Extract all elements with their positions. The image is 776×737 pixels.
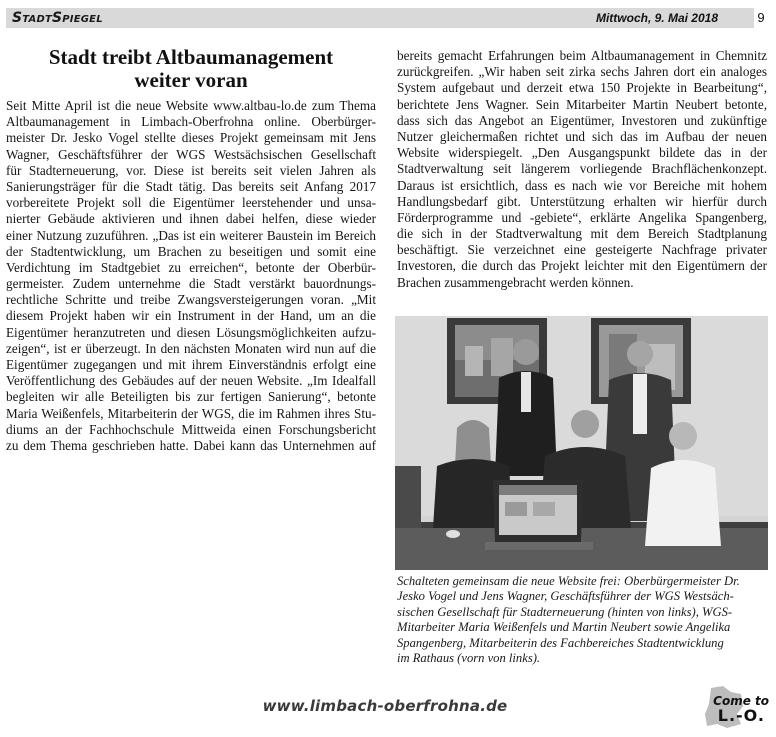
newspaper-brand: StadtSpiegel (12, 10, 103, 26)
come-to-lo-logo (697, 684, 769, 730)
text-line: berichtete Jens Wagner. Sein Mitarbeiter Martin Neubert betonte, (397, 96, 767, 112)
text-line: für Stadterneuerung, vor. Diese ist bereits seit vielen Jahren als (6, 162, 376, 178)
headline-line: weiter voran (134, 68, 248, 92)
text-line: rechtliche Schritte und treibe Zwangsversteigerungen voran. „Mit (6, 292, 376, 308)
issue-date: Mittwoch, 9. Mai 2018 (595, 11, 718, 25)
text-line: Förderprogramme und -gebiete“, erklärte Angelika Spangenberg, (397, 209, 767, 225)
text-line: Website widerspiegelt. „Den Ausgangspunkt bildete das in der (397, 145, 767, 161)
text-line: Wagner, Geschäftsführer der WGS Westsächsischen Gesellschaft (6, 146, 376, 162)
text-line: diums an der Fachhochschule Mittweida einen Forschungsbericht (6, 421, 376, 437)
text-line: Eigentümer heranzutreten und diesen Lösungsmöglichkeiten aufzu- (6, 324, 376, 340)
caption-line: Mitarbeiter Maria Weißenfels und Martin Neubert sowie Angelika (397, 620, 731, 635)
text-line: Seit Mitte April ist die neue Website www.altbau-lo.de zum Thema (6, 98, 376, 113)
footer-website-url: www.limbach-oberfrohna.de (262, 697, 508, 715)
article-headline (6, 46, 376, 92)
text-line: Nutzer gleichermaßen richtet und sich das im Aufbau der neuen (397, 128, 767, 144)
text-line: Verdichtung im Stadtgebiet zu erreichen“, betonte der Oberbür- (6, 259, 376, 275)
text-line: Stadtverwaltung seit längerem vorliegende Brachflächenkonzept. (397, 161, 767, 177)
text-line: Handlungsbedarf gibt. Unterstützung erhalten wir hierfür durch (397, 193, 767, 209)
headline-line: Stadt treibt Altbaumanagement (48, 45, 334, 69)
text-line: Maria Weißenfels, Mitarbeiterin der WGS, die im Rahmen ihres Stu- (6, 405, 376, 421)
text-line: Brachen zusammengebracht werden können. (397, 274, 634, 290)
page-number: 9 (757, 10, 765, 25)
article-column-left (6, 98, 376, 454)
text-line: Altbaumanagement in Limbach-Oberfrohna online. Oberbürger- (6, 114, 376, 130)
text-line: der Stadtentwicklung, um Brachen zu beseitigen und somit eine (6, 243, 376, 259)
logo-text-line2: L.-O. (717, 706, 765, 725)
text-line: bereits gemacht Erfahrungen beim Altbaumanagement in Chemnitz (397, 48, 767, 63)
group-photo (395, 316, 768, 570)
text-line: beschäftigt. Sie verzeichnet eine gesteigerte Nachfrage privater (397, 242, 767, 258)
text-line: nierter Gebäude aktivieren und ihnen dabei helfen, diese wieder (6, 211, 376, 227)
text-line: die sich in der Stadtverwaltung mit dem Bereich Stadtplanung (397, 226, 767, 242)
text-line: meister Dr. Jesko Vogel stellte dieses Projekt gemeinsam mit Jens (6, 130, 376, 146)
caption-line: Jesko Vogel und Jens Wagner, Geschäftsführer der WGS Westsäch- (397, 589, 734, 604)
text-line: vorbereitete Projekt soll die Eigentümer leerstehender und unsa- (6, 195, 376, 211)
logo-text-line1: Come to (713, 694, 769, 708)
article-column-right (397, 48, 767, 291)
photo-caption (397, 574, 767, 666)
caption-line: im Rathaus (vorn von links). (397, 650, 541, 665)
text-line: System aufgebaut und derzeit etwa 150 Projekte in Bearbeitung“, (397, 80, 767, 96)
text-line: einer Nutzung zuzuführen. „Das ist ein weiterer Baustein im Bereich (6, 227, 376, 243)
caption-line: Schalteten gemeinsam die neue Website frei: Oberbürgermeister Dr. (397, 574, 740, 588)
text-line: zeigen“, ist er überzeugt. In den nächsten Monaten wird nun auf die (6, 340, 376, 356)
text-line: Daraus ist ersichtlich, dass es nach wie vor Bereiche mit hohem (397, 177, 767, 193)
text-line: zurückgreifen. „Wir haben seit zirka sechs Jahren dort ein analoges (397, 64, 767, 80)
text-line: Investoren, die durch das Projekt leichter mit den Eigentümern der (397, 258, 767, 274)
text-line: diesem Projekt haben wir ein Instrument in der Hand, um an die (6, 308, 376, 324)
text-line: begleiten wir alle Beteiligten bis zur fertigen Sanierung“, betonte (6, 389, 376, 405)
text-line: germeister. Zudem unternehme die Stadt verstärkt bauordnungs- (6, 276, 376, 292)
caption-line: Spangenberg, Mitarbeiterin des Fachbereiches Stadtentwicklung (397, 635, 724, 650)
text-line: Veröffentlichung des Gebäudes auf der neuen Website. „Im Idealfall (6, 373, 376, 389)
text-line: dass sich das Angebot an Eigentümer, Investoren und zukünftige (397, 112, 767, 128)
text-line: Eigentümer zugegangen und mit ihrem Einverständnis erfolgt eine (6, 357, 376, 372)
text-line: zu dem Thema geschrieben hatte. Dabei kann das Unternehmen auf (6, 437, 376, 453)
caption-line: sischen Gesellschaft für Stadterneuerung (hinten von links), WGS- (397, 604, 733, 619)
text-line: Sanierungsträger für die Stadt tätig. Das bereits seit Anfang 2017 (6, 178, 376, 194)
